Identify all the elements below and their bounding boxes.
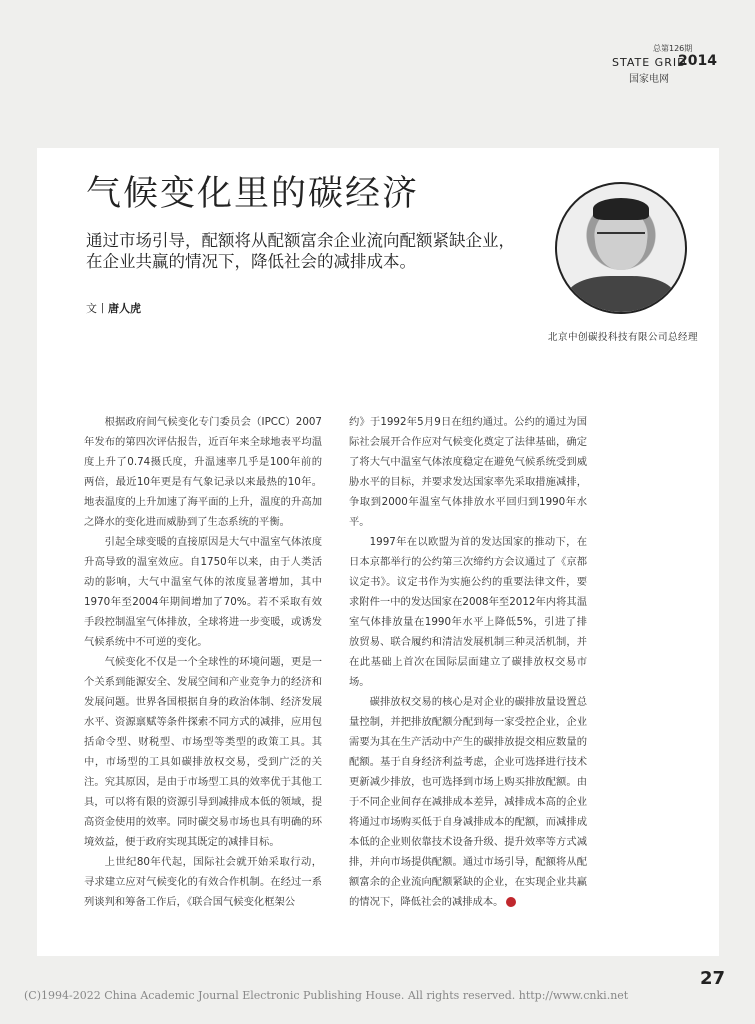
paragraph-text: 碳排放权交易的核心是对企业的碳排放量设置总量控制，并把排放配额分配到每一家受控企业，企业需要为其在生产活动中产生的碳排放提交相应数量的配额。基于自身经济利益考虑，企业可选择进行技术更新减少排放，也可选择到市场上购买排放配额。由于不同企业间存在减排成本差异，减排成本高的企业将通过市场购买低于自身减排成本的配额，而减排成本低的企业则依靠技术设备升级、提升效率等方式减排，并向市场提供配额。通过市场引导，配额将从配额富余的企业流向配额紧缺的企业，在实现企业共赢的情况下，降低社会的减排成本。	[349, 696, 587, 908]
page-number: 27	[700, 968, 726, 989]
paragraph: 引起全球变暖的直接原因是大气中温室气体浓度升高导致的温室效应。自1750年以来，由于人类活动的影响，大气中温室气体的浓度显著增加，其中1970年至2004年期间增加了70%。若不采取有效手段控制温室气体排放，全球将进一步变暖，或诱发气候系统中不可逆的变化。	[84, 536, 322, 648]
article-end-icon	[506, 897, 516, 907]
paragraph: 上世纪80年代起，国际社会就开始采取行动，寻求建立应对气候变化的有效合作机制。在经过一系列谈判和筹备工作后，《联合国气候变化框架公	[84, 856, 322, 908]
issue-number: 总第126期	[653, 44, 693, 53]
author-portrait	[555, 182, 687, 314]
copyright-footer: (C)1994-2022 China Academic Journal Electronic Publishing House. All rights reserved. http://www.cnki.net	[24, 989, 629, 1002]
paragraph: 根据政府间气候变化专门委员会（IPCC）2007年发布的第四次评估报告，近百年来全球地表平均温度上升了0.74摄氏度，升温速率几乎是100年前的两倍，最近10年更是有气象记录以来最热的10年。地表温度的上升加速了海平面的上升，温度的升高加之降水的变化进而威胁到了生态系统的平衡。	[84, 416, 322, 528]
paragraph: 气候变化不仅是一个全球性的环境问题，更是一个关系到能源安全、发展空间和产业竞争力的经济和发展问题。世界各国根据自身的政治体制、经济发展水平、资源禀赋等条件探索不同方式的减排，应用包括命令型、财税型、市场型等类型的政策工具。其中，市场型的工具如碳排放权交易，受到广泛的关注。究其原因，是由于市场型工具的效率优于其他工具，可以将有限的资源引导到减排成本低的领域，提高资金使用的效率。同时碳交易市场也具有明确的环境效益，便于政府实现其既定的减排目标。	[84, 656, 322, 848]
byline-prefix: 文丨	[86, 302, 108, 315]
paragraph	[349, 692, 587, 912]
paragraph: 1997年在以欧盟为首的发达国家的推动下，在日本京都举行的公约第三次缔约方会议通过了《京都议定书》。议定书作为实施公约的重要法律文件，要求附件一中的发达国家在2008年至2012年内将其温室气体排放量在1990年水平上降低5%，引进了排放贸易、联合履约和清洁发展机制三种灵活机制，并在此基础上首次在国际层面建立了碳排放权交易市场。	[349, 536, 587, 688]
brand-name: STATE GRID	[612, 56, 687, 69]
body-column-left	[84, 412, 322, 912]
author-caption: 北京中创碳投科技有限公司总经理	[548, 332, 699, 343]
author-name: 唐人虎	[108, 302, 141, 315]
body-column-right	[349, 412, 587, 912]
article-subtitle: 通过市场引导，配额将从配额富余企业流向配额紧缺企业，在企业共赢的情况下，降低社会的减排成本。	[86, 231, 515, 271]
article-title: 气候变化里的碳经济	[86, 174, 420, 214]
byline	[86, 300, 141, 316]
issue-year: 2014	[678, 53, 717, 69]
paragraph: 约》于1992年5月9日在纽约通过。公约的通过为国际社会展开合作应对气候变化奠定了法律基础，确定了将大气中温室气体浓度稳定在避免气候系统受到威胁水平的目标，并要求发达国家率先采取措施减排，争取到2000年温室气体排放水平回归到1990年水平。	[349, 416, 587, 528]
brand-name-cn: 国家电网	[629, 74, 669, 85]
